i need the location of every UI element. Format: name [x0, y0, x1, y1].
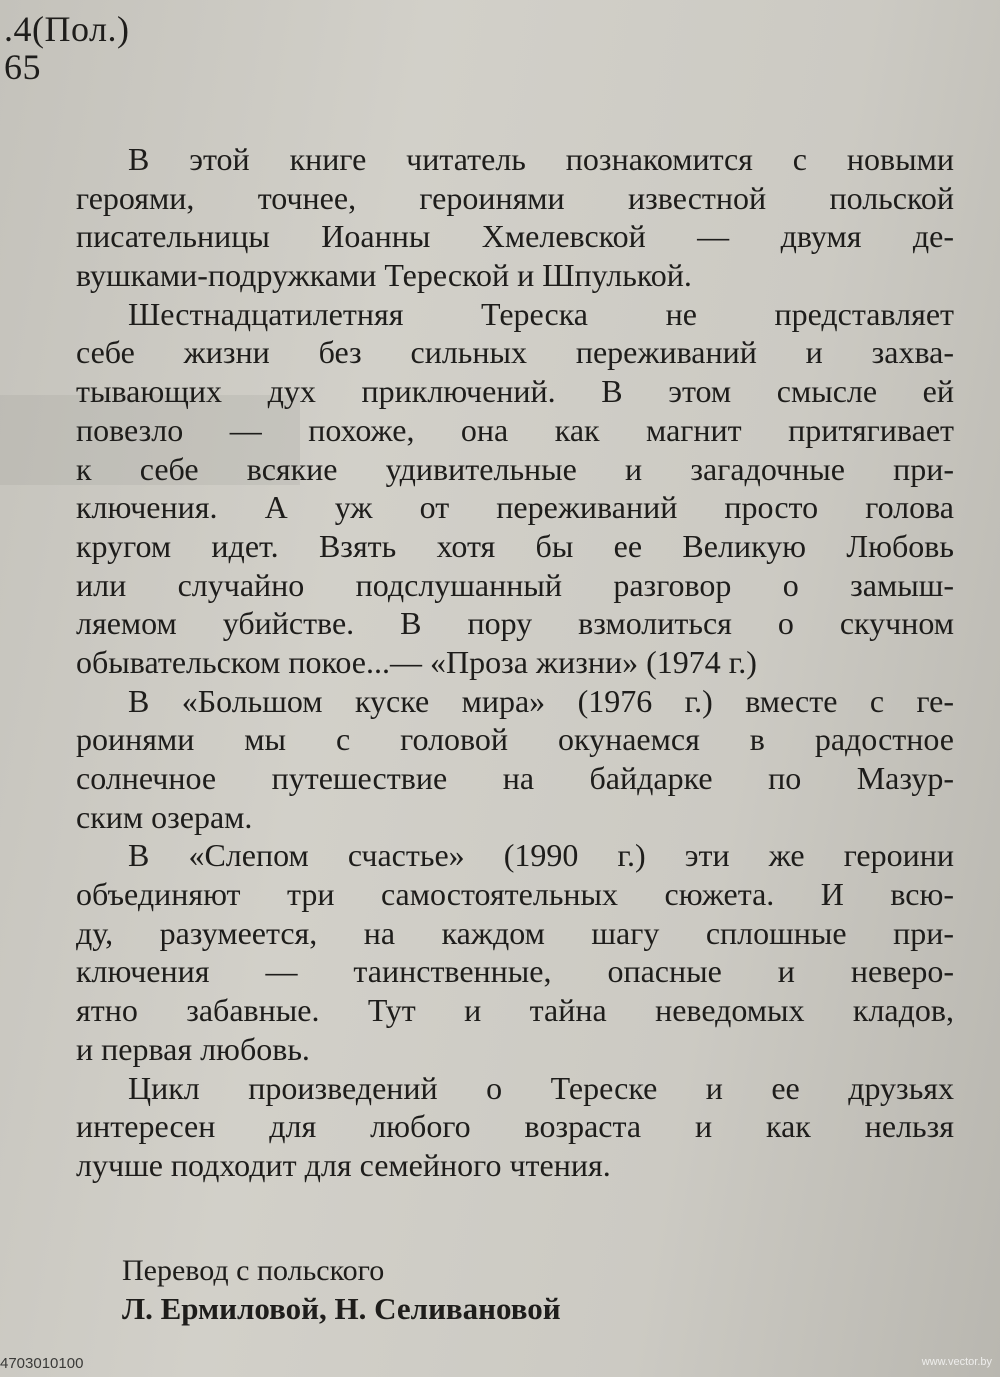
text-line: ляемом убийстве. В пору взмолиться о скучном: [76, 605, 954, 642]
text-line: или случайно подслушанный разговор о замыш-: [76, 566, 954, 603]
text-line: Цикл произведений о Тереске и ее друзьях: [128, 1069, 954, 1106]
text-line: ключения. А уж от переживаний просто голова: [76, 489, 954, 526]
paragraph: [76, 1069, 954, 1185]
text-line: себе жизни без сильных переживаний и захва-: [76, 334, 954, 371]
text-line: к себе всякие удивительные и загадочные при-: [76, 450, 954, 487]
text-line: героями, точнее, героинями известной польской: [76, 179, 954, 216]
text-line: интересен для любого возраста и как нельзя: [76, 1108, 954, 1145]
paragraph: [76, 140, 954, 295]
text-line: В «Большом куске мира» (1976 г.) вместе с ге-: [128, 682, 954, 719]
text-line: повезло — похоже, она как магнит притягивает: [76, 411, 954, 448]
paragraph: [76, 682, 954, 837]
text-line: и первая любовь.: [76, 1030, 310, 1067]
watermark: www.vector.by: [921, 1356, 992, 1368]
text-line: ду, разумеется, на каждом шагу сплошные при-: [76, 914, 954, 951]
isbn-fragment: 4703010100: [0, 1355, 84, 1372]
text-line: В этой книге читатель познакомится с новыми: [128, 141, 954, 177]
text-line: лучше подходит для семейного чтения.: [76, 1146, 611, 1183]
text-line: объединяют три самостоятельных сюжета. И всю-: [76, 876, 954, 913]
text-line: обывательском покое...— «Проза жизни» (1974 г.): [76, 643, 757, 680]
translator-credit: [122, 1252, 561, 1328]
text-line: вушками-подружками Тереской и Шпулькой.: [76, 257, 692, 294]
text-line: Шестнадцатилетняя Тереска не представляет: [128, 295, 954, 332]
annotation-text: [76, 140, 954, 1185]
text-line: роинями мы с головой окунаемся в радостное: [76, 721, 954, 758]
bbk-index: [4, 10, 129, 86]
bbk-line-1: .4(Пол.): [4, 9, 130, 49]
text-line: В «Слепом счастье» (1990 г.) эти же героини: [128, 837, 954, 874]
text-line: ключения — таинственные, опасные и неверо-: [76, 953, 954, 990]
translation-label: Перевод с польского: [122, 1254, 385, 1287]
bbk-line-2: 65: [4, 47, 41, 87]
text-line: писательницы Иоанны Хмелевской — двумя де-: [76, 218, 954, 255]
text-line: кругом идет. Взять хотя бы ее Великую Любовь: [76, 527, 954, 564]
text-line: солнечное путешествие на байдарке по Мазур-: [76, 760, 954, 796]
paragraph: [76, 295, 954, 682]
translator-names: Л. Ермиловой, Н. Селивановой: [122, 1291, 561, 1326]
paragraph: [76, 836, 954, 1068]
text-line: ятно забавные. Тут и тайна неведомых кладов,: [76, 992, 954, 1029]
text-line: ским озерам.: [76, 798, 253, 835]
text-line: тывающих дух приключений. В этом смысле ей: [76, 373, 954, 410]
